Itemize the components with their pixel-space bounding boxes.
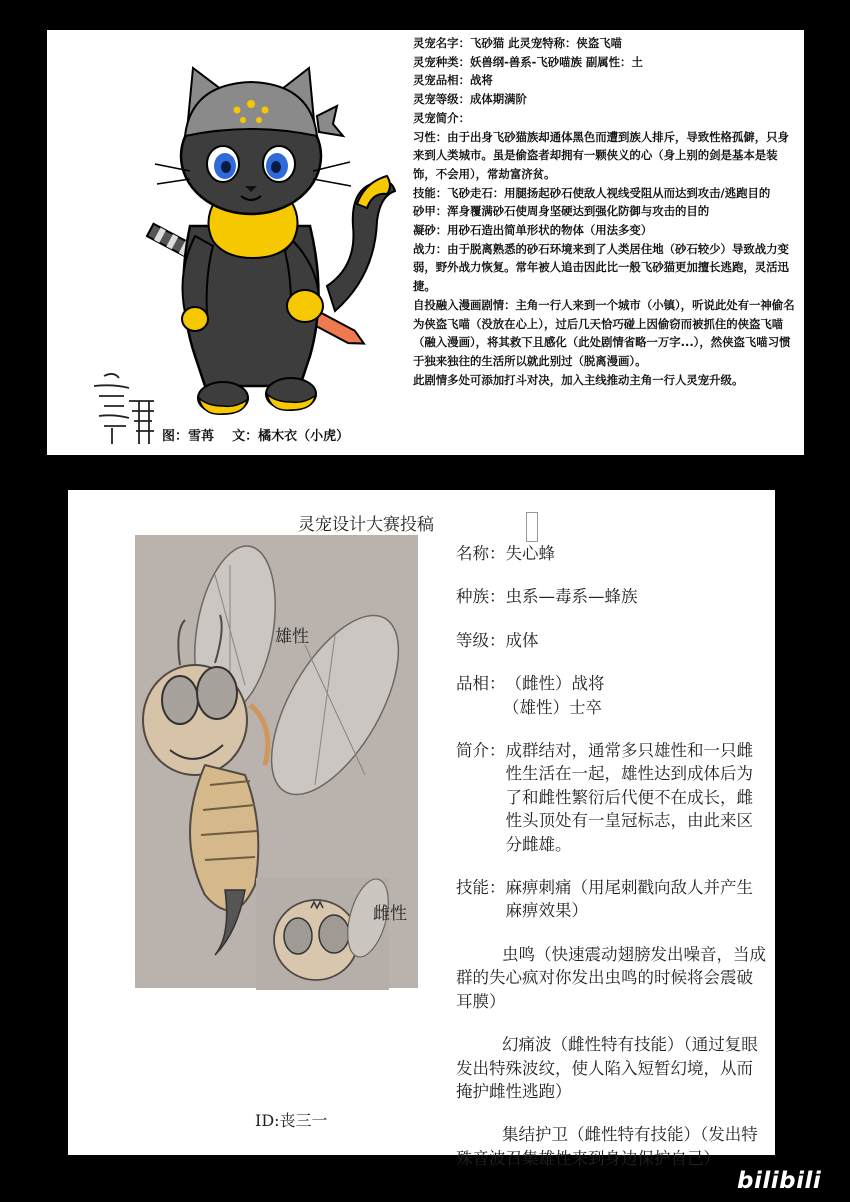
field-value: （雄性）士卒 xyxy=(503,697,602,717)
field-value: （雌性）战将 xyxy=(505,674,605,694)
field-value: 成群结对，通常多只雄性和一只雌性生活在一起，雄性达到成体后为了和雌性繁衍后代便不在成长，雌性头顶处有一皇冠标志，由此来区分雌雄。 xyxy=(505,741,753,854)
field-level xyxy=(456,629,768,652)
skill-item: 麻痹刺痛（用尾刺戳向敌人并产生麻痹效果） xyxy=(505,878,753,921)
label-male: 雄性 xyxy=(275,627,309,647)
field-key: 简介： xyxy=(456,741,506,761)
pet-card-lost-heart-bee xyxy=(68,490,775,1168)
skill-item: 集结护卫（雌性特有技能）（发出特殊音波召集雄性来到身边保护自己） xyxy=(456,1125,758,1168)
info-line: 战力：由于脱离熟悉的砂石环境来到了人类居住地（砂石较少）导致战力变弱，野外战力恢复。常年被人追击因此比一般飞砂猫更加擅长逃跑，灵活迅捷。 xyxy=(413,241,789,294)
pet-description xyxy=(456,542,768,1170)
field-skills xyxy=(456,876,768,923)
field-key: 等级： xyxy=(456,630,506,650)
field-key: 品相： xyxy=(456,674,506,694)
info-line: 灵宠简介： xyxy=(413,110,470,125)
info-line: 自投融入漫画剧情：主角一行人来到一个城市（小镇），听说此处有一神偷名为侠盗飞喵（没放在心上），过后几天恰巧碰上因偷窃而被抓住的侠盗飞喵（融入漫画），将其救下且感化（此处剧情省略一万字...），然侠盗飞喵习惯于独来独往的生活所以就此别过（脱离漫画）。 xyxy=(413,297,795,368)
field-key: 技能： xyxy=(456,878,506,898)
author-id: ID:丧三一 xyxy=(255,1111,328,1130)
pet-card-flying-sand-cat xyxy=(47,30,804,455)
artist-signature-drawing xyxy=(84,366,159,451)
text-cursor-box xyxy=(526,512,538,542)
info-line: 技能：飞砂走石：用腿扬起砂石使敌人视线受阻从而达到攻击/逃跑目的 xyxy=(413,185,771,200)
info-line: 凝砂：用砂石造出简单形状的物体（用法多变） xyxy=(413,223,653,238)
skill-item: 幻痛波（雌性特有技能）（通过复眼发出特殊波纹，使人陷入短暂幻境，从而掩护雌性逃跑） xyxy=(456,1035,758,1101)
bilibili-logo: bilibili xyxy=(737,1168,822,1194)
label-female: 雌性 xyxy=(373,904,407,924)
field-intro xyxy=(456,739,768,856)
field-value: 失心蜂 xyxy=(505,544,555,563)
pet-info-text xyxy=(413,34,797,389)
submission-title: 灵宠设计大赛投稿 xyxy=(298,515,434,535)
flying-sand-cat-illustration xyxy=(95,36,395,416)
info-line: 灵宠名字：飞砂猫 此灵宠特称：侠盗飞喵 xyxy=(413,36,622,50)
info-line: 灵宠种类：妖兽纲-兽系-飞砂喵族 副属性：土 xyxy=(413,54,643,69)
info-line: 灵宠等级：成体期满阶 xyxy=(413,92,527,107)
info-line: 习性：由于出身飞砂猫族却通体黑色而遭到族人排斥，导致性格孤僻，只身来到人类城市。虽是偷盗者却拥有一颗侠义的心（身上别的剑是基本是装饰，不会用），常劫富济贫。 xyxy=(413,129,789,181)
info-line: 灵宠品相：战将 xyxy=(413,73,493,88)
field-name xyxy=(456,542,768,565)
field-value: 虫系—毒系—蜂族 xyxy=(505,587,638,607)
field-key: 名称： xyxy=(456,544,506,563)
field-grade xyxy=(456,672,768,695)
field-key: 种族： xyxy=(456,587,506,607)
field-value: 成体 xyxy=(505,630,539,650)
field-race xyxy=(456,585,768,608)
info-line: 此剧情多处可添加打斗对决，加入主线推动主角一行人灵宠升级。 xyxy=(413,372,744,387)
credits-line: 图：雪苒 文：橘木衣（小虎） xyxy=(162,429,350,444)
skill-item: 虫鸣（快速震动翅膀发出噪音，当成群的失心疯对你发出虫鸣的时候将会震破耳膜） xyxy=(456,944,766,1011)
female-bee-inset-photo xyxy=(256,878,389,990)
info-line: 砂甲：浑身覆满砂石使周身坚硬达到强化防御与攻击的目的 xyxy=(413,204,710,219)
